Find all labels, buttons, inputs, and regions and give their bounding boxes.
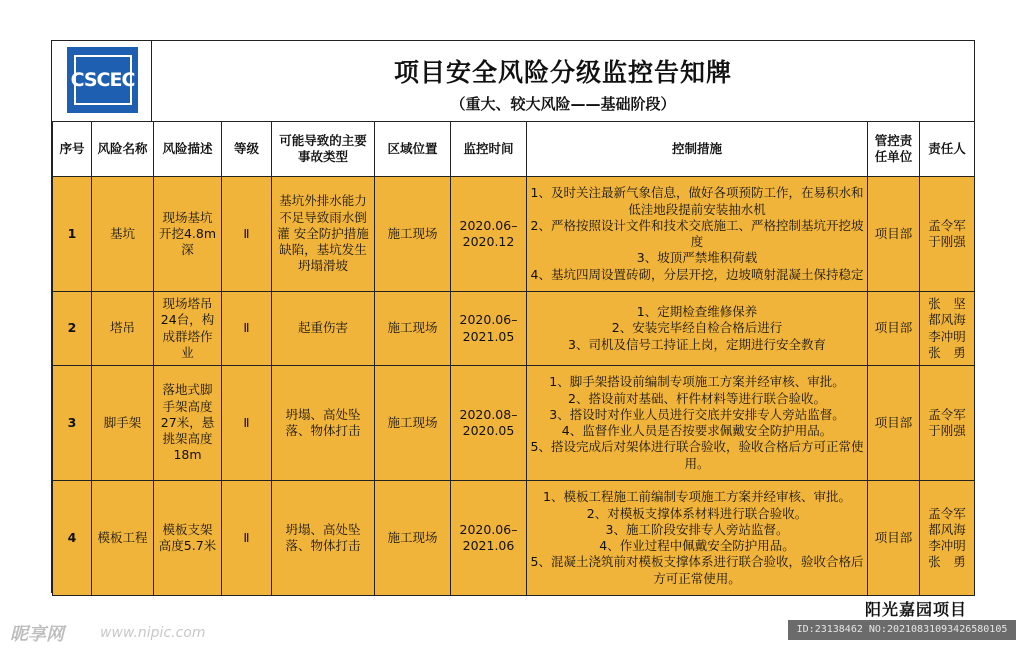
row-no: 1 bbox=[53, 177, 92, 292]
col-header-unit: 管控责任单位 bbox=[868, 122, 920, 177]
person-name: 张 勇 bbox=[928, 344, 966, 360]
company-logo bbox=[67, 47, 138, 113]
measure-item: 3、坡顶严禁堆积荷载 bbox=[636, 250, 758, 266]
risk-desc: 模板支架高度5.7米 bbox=[154, 481, 222, 596]
location: 施工现场 bbox=[375, 292, 451, 366]
person-name: 张 坚 bbox=[928, 296, 966, 311]
risk-level: Ⅱ bbox=[222, 366, 272, 481]
person-name: 孟令军 bbox=[928, 505, 966, 521]
logo-cell bbox=[52, 41, 152, 121]
measure-item: 3、施工阶段安排专人旁站监督。 bbox=[605, 521, 789, 537]
risk-notice-board bbox=[51, 40, 975, 593]
measure-item: 1、模板工程施工前编制专项施工方案并经审核、审批。 bbox=[543, 489, 851, 505]
watermark-brand: 昵享网 bbox=[10, 624, 64, 645]
responsible-persons bbox=[920, 366, 975, 481]
person-name: 李冲明 bbox=[928, 328, 966, 344]
risk-desc: 落地式脚手架高度27米，悬挑架高度18m bbox=[154, 366, 222, 481]
measure-item: 4、基坑四周设置砖砌，分层开挖，边坡喷射混凝土保持稳定 bbox=[530, 266, 864, 282]
risk-name: 脚手架 bbox=[92, 366, 154, 481]
risk-desc: 现场塔吊24台，构成群塔作业 bbox=[154, 292, 222, 366]
risk-desc: 现场基坑开挖4.8m深 bbox=[154, 177, 222, 292]
measure-item: 1、及时关注最新气象信息，做好各项预防工作，在易积水和低洼地段提前安装抽水机 bbox=[530, 185, 864, 217]
measure-item: 4、作业过程中佩戴安全防护用品。 bbox=[599, 538, 795, 553]
measure-item: 5、混凝土浇筑前对模板支撑体系进行联合验收，验收合格后方可正常使用。 bbox=[530, 554, 864, 586]
row-no: 2 bbox=[53, 292, 92, 366]
board-subtitle: （重大、较大风险——基础阶段） bbox=[450, 95, 676, 113]
accident-type: 基坑外排水能力不足导致雨水倒灌 安全防护措施缺陷，基坑发生坍塌滑坡 bbox=[272, 177, 375, 292]
table-row bbox=[53, 481, 975, 596]
row-no: 3 bbox=[53, 366, 92, 481]
responsible-persons bbox=[920, 177, 975, 292]
person-name: 于刚强 bbox=[928, 234, 966, 249]
person-name: 于刚强 bbox=[928, 423, 966, 438]
board-header bbox=[52, 41, 974, 122]
risk-name: 模板工程 bbox=[92, 481, 154, 596]
table-row bbox=[53, 292, 975, 366]
person-name: 都风海 bbox=[928, 312, 966, 328]
title-area bbox=[152, 41, 974, 121]
col-header-monitor-time: 监控时间 bbox=[451, 122, 527, 177]
logo-mark: CSCEC bbox=[74, 55, 132, 105]
measure-item: 2、安装完毕经自检合格后进行 bbox=[611, 320, 783, 336]
col-header-risk-name: 风险名称 bbox=[92, 122, 154, 177]
responsible-unit: 项目部 bbox=[868, 177, 920, 292]
col-header-location: 区域位置 bbox=[375, 122, 451, 177]
measure-item: 1、脚手架搭设前编制专项施工方案并经审核、审批。 bbox=[549, 374, 845, 390]
measure-item: 3、司机及信号工持证上岗，定期进行安全教育 bbox=[568, 336, 826, 352]
watermark-url: www.nipic.com bbox=[100, 625, 206, 641]
responsible-unit: 项目部 bbox=[868, 292, 920, 366]
col-header-no: 序号 bbox=[53, 122, 92, 177]
accident-type: 坍塌、高处坠落、物体打击 bbox=[272, 366, 375, 481]
person-name: 张 勇 bbox=[928, 554, 966, 570]
col-header-level: 等级 bbox=[222, 122, 272, 177]
risk-level: Ⅱ bbox=[222, 292, 272, 366]
measure-item: 2、严格按照设计文件和技术交底施工、严格控制基坑开挖坡度 bbox=[530, 217, 864, 249]
location: 施工现场 bbox=[375, 177, 451, 292]
control-measures bbox=[527, 481, 868, 596]
responsible-persons bbox=[920, 481, 975, 596]
table-header-row bbox=[53, 122, 975, 177]
project-name: 阳光嘉园项目 bbox=[864, 600, 967, 619]
responsible-persons bbox=[920, 292, 975, 366]
person-name: 孟令军 bbox=[928, 217, 966, 233]
risk-table bbox=[52, 121, 975, 596]
col-header-measures: 控制措施 bbox=[527, 122, 868, 177]
col-header-person: 责任人 bbox=[920, 122, 975, 177]
risk-level: Ⅱ bbox=[222, 481, 272, 596]
row-no: 4 bbox=[53, 481, 92, 596]
accident-type: 坍塌、高处坠落、物体打击 bbox=[272, 481, 375, 596]
measure-item: 2、对模板支撑体系材料进行联合验收。 bbox=[586, 505, 808, 521]
measure-item: 1、定期检查维修保养 bbox=[636, 304, 758, 320]
person-name: 李冲明 bbox=[928, 538, 966, 553]
risk-name: 塔吊 bbox=[92, 292, 154, 366]
measure-item: 2、搭设前对基础、杆件材料等进行联合验收。 bbox=[568, 390, 826, 406]
col-header-risk-desc: 风险描述 bbox=[154, 122, 222, 177]
monitor-time: 2020.06–2020.12 bbox=[451, 177, 527, 292]
responsible-unit: 项目部 bbox=[868, 366, 920, 481]
board-title: 项目安全风险分级监控告知牌 bbox=[393, 58, 732, 87]
col-header-accident-type: 可能导致的主要事故类型 bbox=[272, 122, 375, 177]
measure-item: 3、搭设时对作业人员进行交底并安排专人旁站监督。 bbox=[549, 406, 845, 422]
measure-item: 5、搭设完成后对架体进行联合验收，验收合格后方可正常使用。 bbox=[530, 439, 864, 471]
control-measures bbox=[527, 177, 868, 292]
risk-name: 基坑 bbox=[92, 177, 154, 292]
table-row bbox=[53, 366, 975, 481]
person-name: 都风海 bbox=[928, 521, 966, 537]
risk-level: Ⅱ bbox=[222, 177, 272, 292]
responsible-unit: 项目部 bbox=[868, 481, 920, 596]
control-measures bbox=[527, 366, 868, 481]
location: 施工现场 bbox=[375, 366, 451, 481]
measure-item: 4、监督作业人员是否按要求佩戴安全防护用品。 bbox=[561, 423, 833, 438]
monitor-time: 2020.06–2021.05 bbox=[451, 292, 527, 366]
monitor-time: 2020.06–2021.06 bbox=[451, 481, 527, 596]
image-id-strip: ID:23138462 NO:20210831093426580105 bbox=[788, 620, 1016, 640]
accident-type: 起重伤害 bbox=[272, 292, 375, 366]
person-name: 孟令军 bbox=[928, 406, 966, 422]
table-row bbox=[53, 177, 975, 292]
location: 施工现场 bbox=[375, 481, 451, 596]
monitor-time: 2020.08–2020.05 bbox=[451, 366, 527, 481]
control-measures bbox=[527, 292, 868, 366]
